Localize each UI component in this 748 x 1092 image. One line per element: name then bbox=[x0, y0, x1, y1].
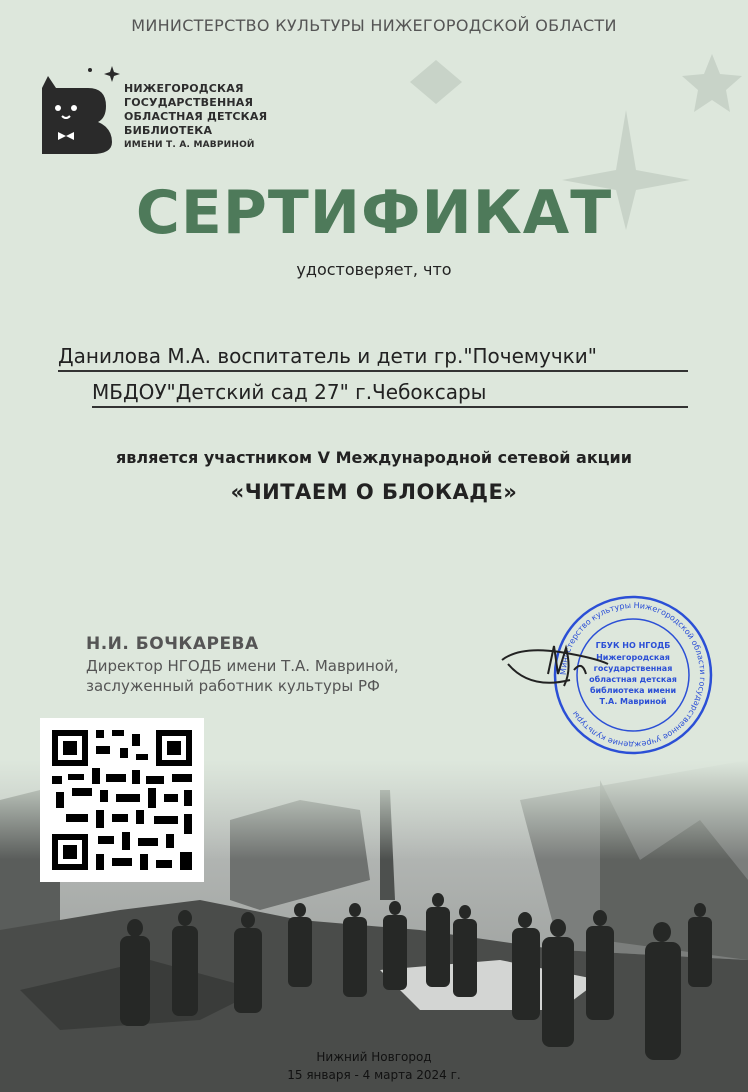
signer-role-line: Директор НГОДБ имени Т.А. Мавриной, bbox=[86, 657, 399, 675]
library-name bbox=[124, 82, 267, 152]
logo-line: ИМЕНИ Т. А. МАВРИНОЙ bbox=[124, 140, 255, 150]
qr-code[interactable] bbox=[40, 718, 204, 882]
stamp-line: Т.А. Мавриной bbox=[599, 697, 667, 706]
signer-name: Н.И. БОЧКАРЕВА bbox=[86, 634, 259, 654]
footer-dates: 15 января - 4 марта 2024 г. bbox=[287, 1068, 461, 1082]
signer-role bbox=[86, 656, 399, 696]
logo-line: БИБЛИОТЕКА bbox=[124, 124, 213, 137]
footer-city: Нижний Новгород bbox=[316, 1050, 432, 1064]
certificate-title: СЕРТИФИКАТ bbox=[135, 178, 613, 248]
certifies-text: удостоверяет, что bbox=[296, 260, 452, 279]
stamp-line: ГБУК НО НГОДБ bbox=[595, 641, 671, 650]
stamp-line: библиотека имени bbox=[589, 686, 677, 695]
logo-line: НИЖЕГОРОДСКАЯ bbox=[124, 82, 244, 95]
signer-role-line: заслуженный работник культуры РФ bbox=[86, 677, 380, 695]
stamp-line: Нижегородская bbox=[596, 653, 670, 662]
recipient-line-2: МБДОУ"Детский сад 27" г.Чебоксары bbox=[92, 380, 688, 408]
stamp-line: областная детская bbox=[589, 675, 677, 684]
recipient-line-1: Данилова М.А. воспитатель и дети гр."Почемучки" bbox=[58, 344, 688, 372]
library-logo bbox=[40, 62, 120, 162]
logo-line: ГОСУДАРСТВЕННАЯ bbox=[124, 96, 254, 109]
signature bbox=[500, 630, 610, 704]
stamp-line: государственная bbox=[593, 664, 673, 673]
logo-line: ОБЛАСТНАЯ ДЕТСКАЯ bbox=[124, 110, 268, 123]
stamp-ring-text: Министерство культуры Нижегородской области государственное учреждение культуры bbox=[558, 600, 708, 750]
action-title: «ЧИТАЕМ О БЛОКАДЕ» bbox=[230, 480, 518, 504]
ministry-header: МИНИСТЕРСТВО КУЛЬТУРЫ НИЖЕГОРОДСКОЙ ОБЛАСТИ bbox=[131, 16, 617, 35]
participant-text: является участником V Международной сетевой акции bbox=[116, 448, 632, 467]
